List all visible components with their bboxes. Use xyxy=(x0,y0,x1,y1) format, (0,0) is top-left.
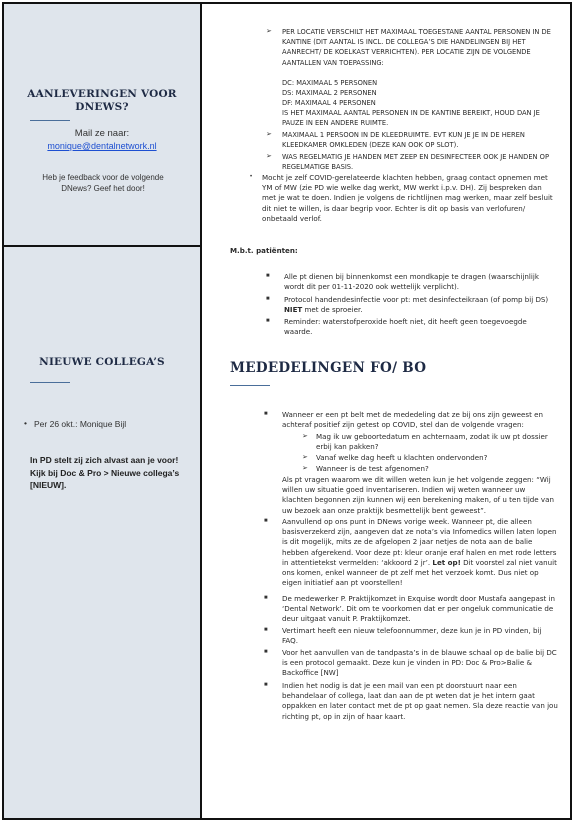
sidebar-nieuwe-collegas xyxy=(4,249,200,818)
sidebar-aanleveringen xyxy=(4,4,200,247)
patienten-heading: M.b.t. patiënten: xyxy=(230,246,298,255)
mededeling-covid-outro: Als pt vragen waarom we dit willen weten kun je het volgende zeggen: “Wij willen uw situatie goed inventariseren. Indien wij weten wanneer uw klachten begonnen zijn kunnen wij een berekening maken, of u ten tijde van uw bezoek aan onze praktijk besmettelijk bent geweest”. xyxy=(282,475,554,515)
infomedics-tail: Dit voorstel zal niet vanuit ons komen, enkel wanneer de pt zelf met het verzoek komt. Dus niet op eigen initiatief aan pt voorstellen! xyxy=(282,557,557,588)
bullet-icon: • xyxy=(24,418,27,428)
collegas-item xyxy=(24,418,194,429)
kantine-rule: PER LOCATIE VERSCHILT HET MAXIMAAL TOEGESTANE AANTAL PERSONEN IN DE KANTINE (DIT AANTAL IS INCL. DE COLLEGA’S DIE HANDELINGEN BIJ HET AANRECHT/ DE KOELKAST VERRICHTEN). PER LOCATIE ZIJN DE VOLGENDE AANTALLEN VAN TOEPASSING: xyxy=(282,28,551,67)
kantine-df: DF: MAXIMAAL 4 PERSONEN xyxy=(282,99,376,107)
let-op-emphasis: Let op! xyxy=(432,557,461,567)
mededeling-infomedics xyxy=(282,517,558,588)
niet-emphasis: NIET xyxy=(284,305,303,315)
bullet-icon: ■ xyxy=(266,318,270,324)
patienten-reminder: Reminder: waterstofperoxide hoeft niet, dit heeft geen toegevoegde waarde. xyxy=(284,317,527,337)
vraag-geboortedatum: Mag ik uw geboortedatum en achternaam, zodat ik uw pt dossier erbij kan pakken? xyxy=(316,432,548,452)
mail-link[interactable]: monique@dentalnetwork.nl xyxy=(47,141,157,151)
patienten-handendesinfectie xyxy=(284,295,556,315)
kleedruimte-rule: MAXIMAAL 1 PERSOON IN DE KLEEDRUIMTE. EVT KUN JE JE IN DE HEREN KLEEDKAMER OMKLEDEN (DEZE KAN OOK OP SLOT). xyxy=(282,131,525,150)
collegas-title: NIEUWE COLLEGA’S xyxy=(39,356,165,368)
collegas-note: In PD stelt zij zich alvast aan je voor! Kijk bij Doc & Pro > Nieuwe collega’s [NIEUW]. xyxy=(30,455,180,490)
handendesinfectie-tail: met de sproeier. xyxy=(302,305,363,315)
mededelingen-rule xyxy=(230,385,270,386)
mededeling-vertimart: Vertimart heeft een nieuw telefoonnummer, deze kun je in PD vinden, bij FAQ. xyxy=(282,626,542,646)
vraag-test: Wanneer is de test afgenomen? xyxy=(316,464,429,473)
patienten-mondkapje: Alle pt dienen bij binnenkomst een mondkapje te dragen (waarschijnlijk wordt dit per 01-11-2020 ook wettelijk verplicht). xyxy=(284,272,539,292)
arrow-icon: ➢ xyxy=(266,153,272,160)
mededelingen-title: MEDEDELINGEN FO/ BO xyxy=(230,360,427,376)
vraag-klachten: Vanaf welke dag heeft u klachten ondervonden? xyxy=(316,453,488,462)
bullet-icon: ■ xyxy=(264,595,268,601)
page-frame xyxy=(2,2,572,820)
arrow-icon: ➢ xyxy=(302,433,308,440)
mededeling-tandpasta: Voor het aanvullen van de tandpasta’s in de blauwe schaal op de balie bij DC is een protocol gemaakt. Deze kun je vinden in PD: Doc & Pro>Balie & Backoffice [NW] xyxy=(282,648,557,678)
kantine-ds: DS: MAXIMAAL 2 PERSONEN xyxy=(282,89,377,97)
bullet-icon: ■ xyxy=(266,273,270,279)
covid-klachten: Mocht je zelf COVID-gerelateerde klachten hebben, graag contact opnemen met YM of MW (zie PD wie welke dag werkt, MW werkt i.p.v. DH). Zij bespreken dan met je wat te doen. Indien je volgens de richtlijnen mag werken, maar zelf besluit dit niet te willen, is daar begrip voor. Echter is dit op basis van verlofuren/ onbetaald verlof. xyxy=(262,173,553,223)
kantine-dc: DC: MAXIMAAL 5 PERSONEN xyxy=(282,79,378,87)
bullet-icon: ■ xyxy=(264,627,268,633)
collegas-item-text: Per 26 okt.: Monique Bijl xyxy=(34,419,127,429)
bullet-icon: ■ xyxy=(264,649,268,655)
kantine-max: IS HET MAXIMAAL AANTAL PERSONEN IN DE KANTINE BEREIKT, HOUD DAN JE PAUZE IN EEN ANDERE RUIMTE. xyxy=(282,109,540,128)
bullet-icon: ■ xyxy=(266,296,270,302)
sidebar xyxy=(4,4,202,818)
arrow-icon: ➢ xyxy=(266,28,272,35)
bullet-icon: ■ xyxy=(264,518,268,524)
handendesinfectie-text: Protocol handendesinfectie voor pt: met desinfecteikraan (of pomp bij DS) xyxy=(284,295,549,304)
feedback-text: Heb je feedback voor de volgende DNews? Geef het door! xyxy=(42,173,164,193)
mededeling-mail-doorsturen: Indien het nodig is dat je een mail van een pt doorstuurt naar een behandelaar of collega, laat dan aan de pt weten dat je het intern gaat oppakken en later contact met de pt op gaat nemen. Sla deze reactie van jou richting pt, op in zijn of haar kaart. xyxy=(282,681,558,721)
arrow-icon: ➢ xyxy=(266,131,272,138)
bullet-icon: ■ xyxy=(264,682,268,688)
aanleveringen-title: AANLEVERINGEN VOOR DNEWS? xyxy=(27,88,177,113)
arrow-icon: ➢ xyxy=(302,454,308,461)
arrow-icon: ➢ xyxy=(302,465,308,472)
aanleveringen-rule xyxy=(30,120,70,121)
bullet-icon: • xyxy=(250,174,253,180)
mededeling-covid-intro: Wanneer er een pt belt met de mededeling dat ze bij ons zijn geweest en achteraf positief zijn getest op COVID, stel dan de volgende vragen: xyxy=(282,410,543,430)
mededeling-praktijkomzet: De medewerker P. Praktijkomzet in Exquise wordt door Mustafa aangepast in ‘Dental Network’. Dit om te voorkomen dat er per ongeluk communicatie de deur uitgaat vanuit P. Praktijkomzet. xyxy=(282,594,556,624)
infomedics-text: Aanvullend op ons punt in DNews vorige week. Wanneer pt, die alleen basisverzekerd zijn, aangeven dat ze nota’s via Infomedics willen laten lopen is dit mogelijk, mits ze de afgelopen 2 jaar netjes de nota aan de balie hebben afgerekend. Voor deze pt: kleur oranje eraf halen en met rode letters in attentietekst vermelden: ‘akkoord 2 jr’. xyxy=(282,517,557,567)
bullet-icon: ■ xyxy=(264,411,268,417)
main-content xyxy=(204,4,570,818)
mail-label: Mail ze naar: xyxy=(74,128,130,139)
collegas-rule xyxy=(30,382,70,383)
handen-rule: WAS REGELMATIG JE HANDEN MET ZEEP EN DESINFECTEER OOK JE HANDEN OP REGELMATIGE BASIS. xyxy=(282,153,549,172)
